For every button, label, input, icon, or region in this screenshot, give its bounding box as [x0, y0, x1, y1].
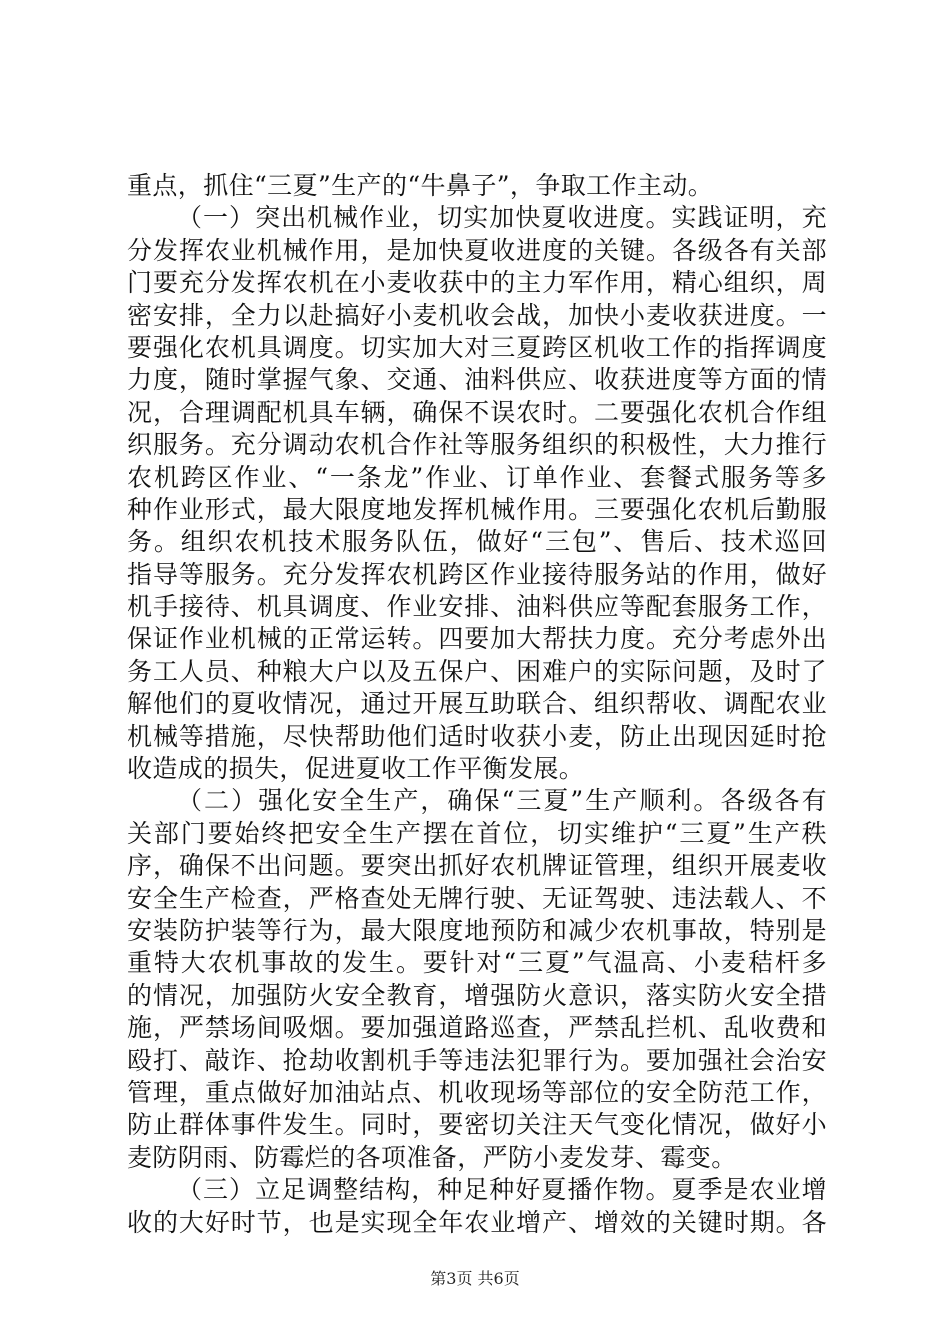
- document-body: [127, 170, 827, 1239]
- text-line: 农机跨区作业、“一条龙”作业、订单作业、套餐式服务等多: [127, 462, 827, 492]
- text-line: 解他们的夏收情况，通过开展互助联合、组织帮收、调配农业: [127, 689, 827, 719]
- text-line: 施，严禁场间吸烟。要加强道路巡查，严禁乱拦机、乱收费和: [127, 1013, 827, 1043]
- text-line: 保证作业机械的正常运转。四要加大帮扶力度。充分考虑外出: [127, 624, 827, 654]
- text-line: 管理，重点做好加油站点、机收现场等部位的安全防范工作，: [127, 1077, 827, 1107]
- text-line: 务工人员、种粮大户以及五保户、困难户的实际问题，及时了: [127, 656, 827, 686]
- text-line: 重点，抓住“三夏”生产的“牛鼻子”，争取工作主动。: [127, 171, 714, 200]
- text-line: （三）立足调整结构，种足种好夏播作物。夏季是农业增: [177, 1175, 827, 1205]
- text-line: 防止群体事件发生。同时，要密切关注天气变化情况，做好小: [127, 1110, 827, 1140]
- text-line: 门要充分发挥农机在小麦收获中的主力军作用，精心组织，周: [127, 268, 827, 298]
- text-line: 收造成的损失，促进夏收工作平衡发展。: [127, 754, 585, 784]
- text-line: 殴打、敲诈、抢劫收割机手等违法犯罪行为。要加强社会治安: [127, 1045, 827, 1075]
- text-line: 分发挥农业机械作用，是加快夏收进度的关键。各级各有关部: [127, 235, 827, 265]
- text-line: 机械等措施，尽快帮助他们适时收获小麦，防止出现因延时抢: [127, 721, 827, 751]
- text-line: 序，确保不出问题。要突出抓好农机牌证管理，组织开展麦收: [127, 851, 827, 881]
- text-line: （二）强化安全生产，确保“三夏”生产顺利。各级各有: [177, 786, 827, 816]
- text-line: 安装防护装等行为，最大限度地预防和减少农机事故，特别是: [127, 915, 827, 945]
- text-line: 要强化农机具调度。切实加大对三夏跨区机收工作的指挥调度: [127, 332, 827, 362]
- text-line: 的情况，加强防火安全教育，增强防火意识，落实防火安全措: [127, 980, 827, 1010]
- text-line: 指导等服务。充分发挥农机跨区作业接待服务站的作用，做好: [127, 559, 827, 589]
- text-line: 种作业形式，最大限度地发挥机械作用。三要强化农机后勤服: [127, 494, 827, 524]
- text-line: 力度，随时掌握气象、交通、油料供应、收获进度等方面的情: [127, 365, 827, 395]
- text-line: 机手接待、机具调度、作业安排、油料供应等配套服务工作，: [127, 592, 827, 622]
- page-number-footer: 第3页 共6页: [430, 1269, 520, 1288]
- text-line: 密安排，全力以赴搞好小麦机收会战，加快小麦收获进度。一: [127, 300, 827, 330]
- text-line: 织服务。充分调动农机合作社等服务组织的积极性，大力推行: [127, 430, 827, 460]
- text-line: 况，合理调配机具车辆，确保不误农时。二要强化农机合作组: [127, 397, 827, 427]
- text-line: 麦防阴雨、防霉烂的各项准备，严防小麦发芽、霉变。: [127, 1142, 737, 1172]
- text-line: 务。组织农机技术服务队伍，做好“三包”、售后、技术巡回: [127, 527, 827, 557]
- text-line: （一）突出机械作业，切实加快夏收进度。实践证明，充: [177, 203, 827, 233]
- text-line: 安全生产检查，严格查处无牌行驶、无证驾驶、违法载人、不: [127, 883, 827, 913]
- text-line: 收的大好时节，也是实现全年农业增产、增效的关键时期。各: [127, 1207, 827, 1237]
- text-line: 重特大农机事故的发生。要针对“三夏”气温高、小麦秸杆多: [127, 948, 827, 978]
- text-line: 关部门要始终把安全生产摆在首位，切实维护“三夏”生产秩: [127, 818, 827, 848]
